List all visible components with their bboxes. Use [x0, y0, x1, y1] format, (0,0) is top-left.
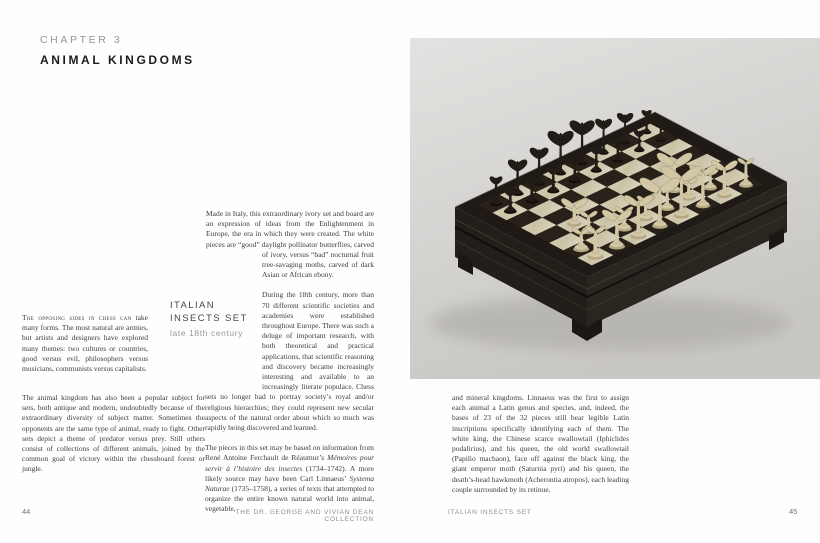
set-title-line-2: INSECTS SET: [170, 313, 248, 324]
article-paragraph-3: The pieces in this set may be based on information from René Antoine Ferchault de Réaumur’s Mémoires pour servir à l’histoire des insectes (1734–1742). A more likely source may have been Carl Linnaeus’ Systema Naturae (1735–1758), a series of texts that attempted to organize the entire known natural world into animal, vegetable,: [205, 443, 374, 514]
chess-set-illustration: [410, 38, 820, 379]
article-paragraph-4: and mineral kingdoms. Linnaeus was the first to assign each animal a Latin genus and species, and, indeed, the bases of 23 of the 32 pieces still bear legible Latin inscriptions specifically identifying each of them. The white king, the Chinese scarce swallowtail (Iphiclides podalirius), and his queen, the old world swallowtail (Papilio machaon), face off against the black king, the giant emperor moth (Saturnia pyri) and his queen, the death’s-head hawkmoth (Acherontia atropos), each leading couple surrounded by its retinue.: [452, 393, 630, 494]
intro-column-wide: [22, 393, 205, 475]
article-paragraph-1: Made in Italy, this extraordinary ivory set and board are an expression of ideas from the Enlightenment in Europe, the era in which they were created. The white pieces are “good” daylight pollinator butterflies, carved of ivory, versus “bad” nocturnal fruit tree-savaging moths, carved of dark Asian or African ebony.: [206, 209, 374, 280]
intro-paragraph-1-rest: take many forms. The most natural are armies, but artists and designers have explored many themes: two cultures or countries, good versus evil, philosophers versus musicians, communists versus capitalists.: [22, 313, 148, 374]
running-title-right: ITALIAN INSECTS SET: [448, 509, 532, 516]
chapter-title: ANIMAL KINGDOMS: [40, 53, 195, 67]
text-wrap-spacer: [205, 252, 262, 392]
intro-paragraph-2: The animal kingdom has also been a popular subject for sets, both antique and modern, undoubtedly because of the extraordinary diversity of subject matter. Sometimes the opponents are the same type of animal, ready to fight. Other sets depict a theme of predator versus prey. Still others consist of collections of different animals, joined by the common goal of victory within the chessboard forest or jungle.: [22, 393, 205, 474]
lead-smallcaps: The opposing sides in chess can: [22, 313, 132, 322]
set-date: late 18th century: [170, 328, 244, 338]
running-title-left: THE DR. GEORGE AND VIVIAN DEAN COLLECTION: [235, 509, 374, 523]
chess-set-photo: [410, 38, 820, 379]
page-number-right: 45: [789, 507, 798, 516]
set-title-line-1: ITALIAN: [170, 300, 215, 311]
intro-paragraph-1: [22, 313, 148, 374]
article-paragraph-2: During the 18th century, more than 70 different scientific societies and academies were established throughout Europe. There was such a deluge of important research, with both theoretical and practical applications, that scientific reasoning and discovery became increasingly interesting and available to an increasingly literate populace. Chess sets no longer had to portray society’s royal and/or religious hierarchies; they could represent new secular aspects of the natural order about which so much was rapidly being discovered and learned.: [205, 290, 374, 433]
article-column: [205, 209, 374, 515]
article-column-continued: [452, 393, 629, 495]
chapter-heading: [40, 34, 195, 67]
chapter-label: CHAPTER 3: [40, 34, 123, 46]
intro-column: [22, 313, 148, 374]
page-number-left: 44: [22, 507, 31, 516]
